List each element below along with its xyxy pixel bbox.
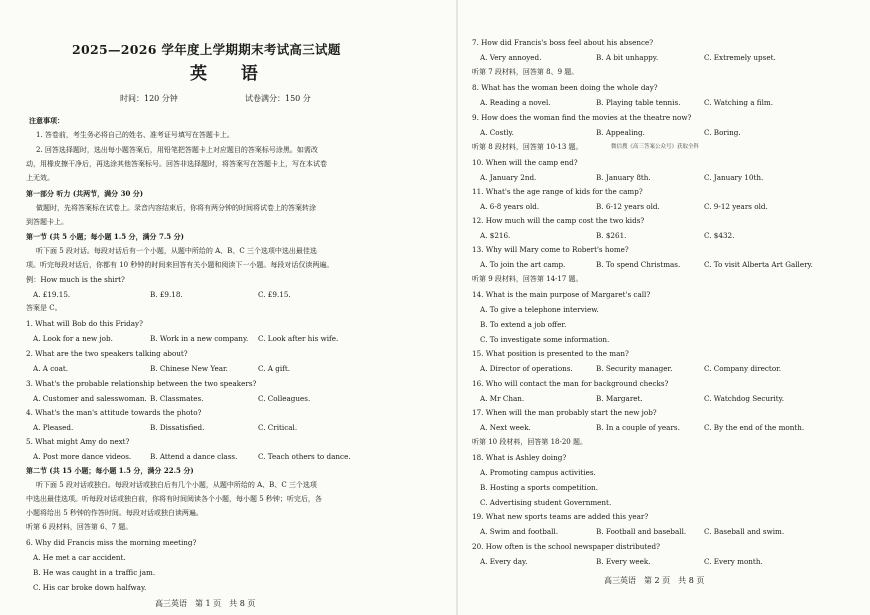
q6-option-b: B. He was caught in a traffic jam. (33, 568, 156, 577)
q12-option-a: A. $216. (480, 231, 511, 240)
q1-option-b: B. Work in a new company. (150, 334, 249, 343)
q13-option-b: B. To spend Christmas. (596, 260, 681, 269)
section-1-intro-line-2: 项。听完每段对话后，你都有 10 秒钟的时间来回答有关小题和阅读下一小题。每段对话仅读两遍。 (26, 261, 334, 269)
q15-option-b: B. Security manager. (596, 364, 673, 373)
q13-option-c: C. To visit Alberta Art Gallery. (704, 260, 813, 269)
section-1-heading: 第一节 (共 5 小题；每小题 1.5 分，满分 7.5 分) (26, 232, 184, 241)
exam-time: 时间：120 分钟 (120, 94, 178, 103)
q14-option-a: A. To give a telephone interview. (480, 305, 599, 314)
q5-option-c: C. Teach others to dance. (258, 452, 351, 461)
q17-option-c: C. By the end of the month. (704, 423, 805, 432)
question-6: 6. Why did Francis miss the morning meeting? (26, 538, 197, 547)
question-16: 16. Who will contact the man for background checks? (472, 379, 669, 388)
exam-title: 2025—2026 学年度上学期期末考试高三试题 (72, 42, 341, 57)
q9-option-a: A. Costly. (480, 128, 514, 137)
q4-option-b: B. Dissatisfied. (150, 423, 205, 432)
question-12: 12. How much will the camp cost the two kids? (472, 216, 645, 225)
q7-option-a: A. Very annoyed. (480, 53, 542, 62)
page-2-footer: 高三英语 第 2 页 共 8 页 (604, 576, 705, 585)
section-2-intro-line-1: 听下面 5 段对话或独白。每段对话或独白后有几个小题，从题中所给的 A、B、C 三个选项 (36, 481, 317, 489)
listen-material-9: 听第 9 段材料，回答第 14-17 题。 (472, 275, 583, 283)
q1-option-a: A. Look for a new job. (33, 334, 113, 343)
q19-option-a: A. Swim and football. (480, 527, 559, 536)
q10-option-c: C. January 10th. (704, 173, 764, 182)
q16-option-c: C. Watchdog Security. (704, 394, 785, 403)
question-7: 7. How did Francis's boss feel about his absence? (472, 38, 654, 47)
q11-option-a: A. 6-8 years old. (480, 202, 540, 211)
question-11: 11. What's the age range of kids for the camp? (472, 187, 643, 196)
listen-material-10: 听第 10 段材料，回答第 18-20 题。 (472, 438, 587, 446)
q8-option-c: C. Watching a film. (704, 98, 773, 107)
exam-score: 试卷满分：150 分 (245, 94, 311, 103)
listen-material-8: 听第 8 段材料，回答第 10-13 题。 (472, 143, 583, 151)
question-17: 17. When will the man probably start the new job? (472, 408, 657, 417)
question-5: 5. What might Amy do next? (26, 437, 130, 446)
q15-option-a: A. Director of operations. (480, 364, 573, 373)
q17-option-b: B. In a couple of years. (596, 423, 680, 432)
question-8: 8. What has the woman been doing the whole day? (472, 83, 658, 92)
q16-option-a: A. Mr Chan. (480, 394, 525, 403)
q3-option-b: B. Classmates. (150, 394, 204, 403)
example-option-a: A. £19.15. (33, 290, 71, 299)
q1-option-c: C. Look after his wife. (258, 334, 339, 343)
question-3: 3. What's the probable relationship between the two speakers? (26, 379, 257, 388)
q16-option-b: B. Margaret. (596, 394, 643, 403)
notice-2-line-3: 上无效。 (26, 174, 54, 182)
section-2-intro-line-2: 中选出最佳选项。听每段对话或独白前，你将有时间阅读各个小题，每小题 5 秒钟；听完后，各 (26, 495, 322, 503)
q14-option-c: C. To investigate some information. (480, 335, 610, 344)
q8-option-a: A. Reading a novel. (480, 98, 551, 107)
q17-option-a: A. Next week. (480, 423, 531, 432)
q11-option-b: B. 6-12 years old. (596, 202, 660, 211)
page-1-footer: 高三英语 第 1 页 共 8 页 (155, 599, 256, 608)
question-1: 1. What will Bob do this Friday? (26, 319, 143, 328)
section-2-intro-line-3: 小题将给出 5 秒钟的作答时间。每段对话或独白读两遍。 (26, 509, 203, 517)
section-2-heading: 第二节 (共 15 小题；每小题 1.5 分，满分 22.5 分) (26, 466, 194, 475)
q19-option-b: B. Football and baseball. (596, 527, 687, 536)
notice-2-line-1: 2. 回答选择题时，选出每小题答案后，用铅笔把答题卡上对应题目的答案标号涂黑。如需改 (36, 146, 318, 154)
listen-material-7: 听第 7 段材料，回答第 8、9 题。 (472, 68, 579, 76)
q20-option-a: A. Every day. (480, 557, 528, 566)
q18-option-b: B. Hosting a sports competition. (480, 483, 598, 492)
q11-option-c: C. 9-12 years old. (704, 202, 768, 211)
q5-option-a: A. Post more dance videos. (33, 452, 132, 461)
part-1-intro-line-1: 做题时，先将答案标在试卷上。录音内容结束后，你将有两分钟的时间将试卷上的答案转涂 (36, 204, 316, 212)
notice-1: 1. 答卷前，考生务必将自己的姓名、准考证号填写在答题卡上。 (36, 131, 234, 139)
example-option-c: C. £9.15. (258, 290, 291, 299)
notice-2-line-2: 动，用橡皮擦干净后，再选涂其他答案标号。回答非选择题时，将答案写在答题卡上，写在本试卷 (26, 160, 327, 168)
example-answer: 答案是 C。 (26, 304, 62, 312)
example-option-b: B. £9.18. (150, 290, 183, 299)
part-1-intro-line-2: 到答题卡上。 (26, 218, 68, 226)
q14-option-b: B. To extend a job offer. (480, 320, 567, 329)
q3-option-a: A. Customer and salesswoman. (33, 394, 147, 403)
q8-option-b: B. Playing table tennis. (596, 98, 681, 107)
question-15: 15. What position is presented to the man? (472, 349, 629, 358)
q13-option-a: A. To join the art camp. (480, 260, 566, 269)
q7-option-c: C. Extremely upset. (704, 53, 776, 62)
q7-option-b: B. A bit unhappy. (596, 53, 659, 62)
q10-option-b: B. January 8th. (596, 173, 651, 182)
q20-option-c: C. Every month. (704, 557, 763, 566)
q2-option-a: A. A coat. (33, 364, 69, 373)
question-20: 20. How often is the school newspaper distributed? (472, 542, 660, 551)
q3-option-c: C. Colleagues. (258, 394, 311, 403)
q20-option-b: B. Every week. (596, 557, 651, 566)
q19-option-c: C. Baseball and swim. (704, 527, 785, 536)
q9-option-b: B. Appealing. (596, 128, 645, 137)
page-2 (458, 0, 870, 615)
q4-option-a: A. Pleased. (33, 423, 74, 432)
q12-option-c: C. $432. (704, 231, 735, 240)
question-4: 4. What's the man's attitude towards the photo? (26, 408, 202, 417)
question-18: 18. What is Ashley doing? (472, 453, 567, 462)
q5-option-b: B. Attend a dance class. (150, 452, 238, 461)
q10-option-a: A. January 2nd. (480, 173, 537, 182)
section-1-intro-line-1: 听下面 5 段对话。每段对话后有一个小题，从题中所给的 A、B、C 三个选项中选出最佳选 (36, 247, 317, 255)
q6-option-a: A. He met a car accident. (33, 553, 126, 562)
q6-option-c: C. His car broke down halfway. (33, 583, 147, 592)
q18-option-a: A. Promoting campus activities. (480, 468, 596, 477)
question-14: 14. What is the main purpose of Margaret's call? (472, 290, 651, 299)
q12-option-b: B. $261. (596, 231, 627, 240)
question-19: 19. What new sports teams are added this year? (472, 512, 649, 521)
part-1-heading: 第一部分 听力 (共两节，满分 30 分) (26, 189, 144, 198)
question-13: 13. Why will Mary come to Robert's home? (472, 245, 629, 254)
q9-option-c: C. Boring. (704, 128, 741, 137)
q2-option-b: B. Chinese New Year. (150, 364, 228, 373)
question-9: 9. How does the woman find the movies at the theatre now? (472, 113, 692, 122)
watermark-note: 微信搜《高三答案公众号》获取全科 (611, 144, 700, 150)
q15-option-c: C. Company director. (704, 364, 782, 373)
subject-title: 英 语 (190, 64, 272, 84)
example-question: 例：How much is the shirt? (26, 275, 125, 284)
question-2: 2. What are the two speakers talking about? (26, 349, 188, 358)
q18-option-c: C. Advertising student Government. (480, 498, 612, 507)
notice-title: 注意事项： (29, 116, 64, 125)
q2-option-c: C. A gift. (258, 364, 291, 373)
question-10: 10. When will the camp end? (472, 158, 578, 167)
listen-material-6: 听第 6 段材料，回答第 6、7 题。 (26, 523, 133, 531)
q4-option-c: C. Critical. (258, 423, 298, 432)
